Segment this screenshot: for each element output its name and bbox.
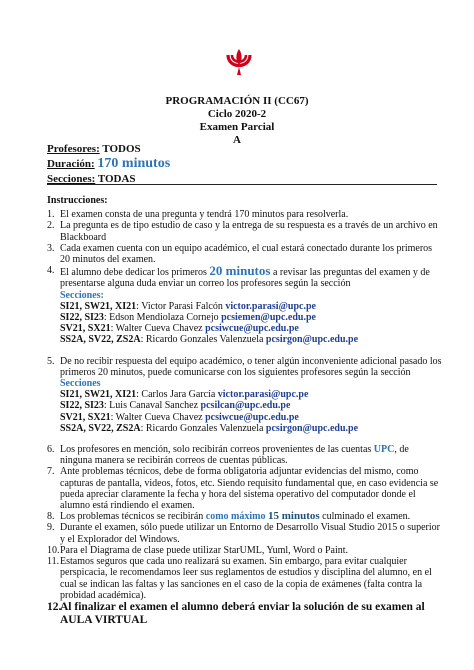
instruction-7: 7. Ante problemas técnicos, debe de forma obligatoria adjuntar evidencias del mismo, como capturas de pantalla, videos, fotos, etc. Siendo requisito fundamental que, en caso evidencia se pueda apreciar claramente la fecha y hora del sistema operativo del computador donde el alumno está rindiendo el examen. (47, 466, 439, 512)
contact-row: SS2A, SV22, ZS2A: Ricardo Gonzales Valenzuela pcsirgon@upc.edu.pe (60, 422, 359, 434)
instruction-6: 6. Los profesores en mención, solo recibirán correos provenientes de las cuentas UPC, de ninguna manera se recibirán correos de cuentas públicas. (47, 444, 409, 467)
contact-row: SI21, SW21, XI21: Carlos Jara García victor.parasi@upc.pe (60, 389, 309, 401)
instruction-1: 1. El examen consta de una pregunta y tendrá 170 minutos para resolverla. (47, 209, 349, 221)
email-link[interactable]: pcsilcan@upc.edu.pe (200, 400, 291, 412)
instruction-12: 12. Al finalizar el examen el alumno deberá enviar la solución de su examen al AULA VIRTUAL (47, 600, 425, 626)
instruction-2: 2. La pregunta es de tipo estudio de caso y la entrega de su respuesta es a través de un archivo en Blackboard (47, 220, 438, 243)
email-link[interactable]: victor.parasi@upc.pe (225, 300, 316, 312)
course-title: PROGRAMACIÓN II (CC67) (165, 95, 309, 107)
sections-label: Secciones: (47, 173, 96, 185)
email-link[interactable]: pcsiwcue@upc.edu.pe (205, 411, 299, 423)
instruction-11: 11. Estamos seguros que cada uno realizará su examen. Sin embargo, para evitar cualquier perspicacia, le recomendamos leer sus reglamentos de estudios y disciplina del alumno, en el cual se indican las faltas y las sanciones en el caso de la copia de exámenes (falta contra la probidad académica). (47, 556, 432, 601)
exam-version: A (233, 134, 241, 146)
instructions-title: Instrucciones: (47, 195, 108, 206)
sections-heading-4: Secciones: (60, 289, 104, 301)
sections-value: TODAS (97, 173, 136, 185)
instructions (47, 195, 442, 627)
upc-logo-icon (226, 47, 252, 77)
sections-heading-5: Secciones (60, 378, 101, 390)
contact-row: SI22, SI23: Edson Mendiolaza Cornejo pcsiemen@upc.edu.pe (60, 312, 316, 324)
email-link[interactable]: pcsirgon@upc.edu.pe (265, 422, 359, 434)
professors-row (47, 143, 141, 156)
contact-row: SI21, SW21, XI21: Victor Parasi Falcón victor.parasi@upc.pe (60, 300, 316, 312)
instruction-3: 3. Cada examen cuenta con un equipo académico, el cual estará conectado durante los primeros 20 minutos del examen. (47, 242, 433, 266)
email-link[interactable]: pcsirgon@upc.edu.pe (265, 334, 359, 346)
divider (47, 184, 437, 185)
instruction-5: 5. De no recibir respuesta del equipo académico, o tener algún inconveniente adicional pasado los primeros 20 minutos, puede comunicarse con los siguientes profesores según la sección Secciones SI21, SW21, XI21: Carlos Jara García victor.parasi@upc.pe SI22, SI23: Luis Canaval Sanchez pcsilcan@upc.edu.pe SV21, SX21: Walter Cueva Chavez pcsiwcue@upc.edu.pe SS2A, SV22, ZS2A: Ricardo Gonzales Valenzuela pcsirgon@upc.edu.pe (47, 355, 442, 434)
contact-row: SV21, SX21: Walter Cueva Chavez pcsiwcue@upc.edu.pe (60, 411, 299, 423)
email-link[interactable]: pcsiwcue@upc.edu.pe (205, 323, 299, 335)
emphasis-20-minutes: 20 minutos (209, 263, 271, 279)
contact-row: SV21, SX21: Walter Cueva Chavez pcsiwcue@upc.edu.pe (60, 323, 299, 335)
exam-type: Examen Parcial (199, 121, 275, 133)
instruction-8: 8. Los problemas técnicos se recibirán como máximo 15 minutos culminado el examen. (47, 510, 411, 523)
contact-row: SI22, SI23: Luis Canaval Sanchez pcsilcan@upc.edu.pe (60, 400, 291, 412)
cycle: Ciclo 2020-2 (207, 108, 267, 120)
duration-row (47, 157, 170, 171)
professors-value: TODOS (102, 143, 141, 155)
instruction-9: 9. Durante el examen, sólo puede utilizar un Entorno de Desarrollo Visual Studio 2015 o superior y el Explorador del Windows. (47, 522, 440, 545)
instruction-10: 10. Para el Diagrama de clase puede utilizar StarUML, Yuml, Word o Paint. (47, 544, 349, 556)
contact-row: SS2A, SV22, ZS2A: Ricardo Gonzales Valenzuela pcsirgon@upc.edu.pe (60, 334, 359, 346)
duration-value: 170 minutos (97, 156, 171, 171)
email-link[interactable]: victor.parasi@upc.pe (217, 389, 309, 401)
duration-label: Duración: (47, 158, 95, 170)
email-link[interactable]: pcsiemen@upc.edu.pe (221, 312, 316, 324)
instruction-4: 4. El alumno debe dedicar los primeros 20 minutos a revisar las preguntas del examen y de presentarse alguna duda enviar un correo los profesores según la sección Secciones: SI21, SW21, XI21: Victor Parasi Falcón victor.parasi@upc.pe SI22, SI23: Edson Mendiolaza Cornejo pcsiemen@upc.edu.pe SV21, SX21: Walter Cueva Chavez pcsiwcue@upc.edu.pe SS2A, SV22, ZS2A: Ricardo Gonzales Valenzuela pcsirgon@upc.edu.pe (47, 265, 442, 345)
professors-label: Profesores: (47, 143, 100, 155)
